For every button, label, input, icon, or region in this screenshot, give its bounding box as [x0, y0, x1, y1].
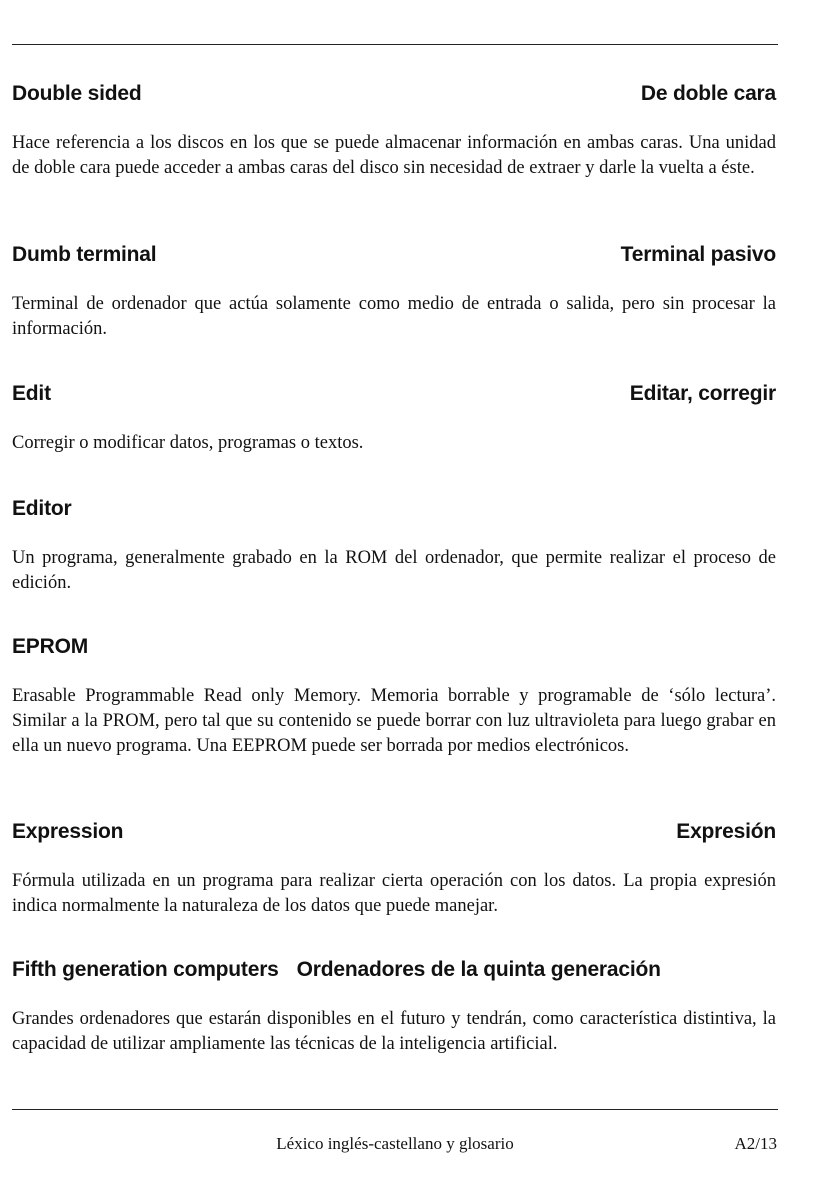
- entry-heading: [12, 381, 776, 407]
- entry-eprom: [12, 634, 776, 759]
- entry-expression: [12, 819, 776, 919]
- entry-fifth-generation-computers: [12, 957, 776, 1057]
- entry-dumb-terminal: [12, 242, 776, 342]
- term-spanish: Terminal pasivo: [620, 243, 776, 266]
- entry-definition: Hace referencia a los discos en los que se puede almacenar información en ambas caras. Una unidad de doble cara puede acceder a ambas caras del disco sin necesidad de extraer y darle la vuelta a éste.: [12, 133, 776, 178]
- entry-heading: [12, 819, 776, 845]
- footer-title: Léxico inglés-castellano y glosario: [276, 1134, 514, 1153]
- term-spanish: De doble cara: [640, 82, 776, 105]
- term-english: EPROM: [12, 635, 89, 658]
- page-number: A2/13: [734, 1134, 777, 1153]
- entry-definition: Un programa, generalmente grabado en la ROM del ordenador, que permite realizar el proceso de edición.: [12, 548, 776, 593]
- entry-definition: Grandes ordenadores que estarán disponibles en el futuro y tendrán, como característica distintiva, la capacidad de utilizar ampliamente las técnicas de la inteligencia artificial.: [12, 1009, 776, 1054]
- entry-definition: Corregir o modificar datos, programas o textos.: [12, 433, 364, 453]
- entry-heading: [12, 634, 776, 660]
- entry-heading: [12, 496, 776, 522]
- top-rule: [12, 44, 778, 45]
- entry-definition: Terminal de ordenador que actúa solamente como medio de entrada o salida, pero sin procesar la información.: [12, 294, 776, 339]
- entry-heading: [12, 242, 776, 268]
- entry-editor: [12, 496, 776, 596]
- bottom-rule: [12, 1109, 778, 1110]
- term-english: Editor: [12, 497, 72, 520]
- term-english: Edit: [12, 382, 51, 405]
- entry-edit: [12, 381, 776, 456]
- term-english: Dumb terminal: [12, 243, 157, 266]
- entry-heading: [12, 957, 776, 983]
- term-english: Expression: [12, 820, 124, 843]
- entry-definition: Erasable Programmable Read only Memory. Memoria borrable y programable de ‘sólo lectura’. Similar a la PROM, pero tal que su contenido se puede borrar con luz ultravioleta para luego grabar en ella un nuevo programa. Una EEPROM puede ser borrada por medios electrónicos.: [12, 686, 776, 756]
- term-spanish: Expresión: [676, 820, 776, 843]
- term-english: Double sided: [12, 82, 142, 105]
- entry-double-sided: [12, 81, 776, 181]
- entry-heading: [12, 81, 776, 107]
- term-spanish: Ordenadores de la quinta generación: [296, 958, 661, 981]
- term-spanish: Editar, corregir: [629, 382, 776, 405]
- term-english: Fifth generation computers: [12, 958, 279, 981]
- entry-definition: Fórmula utilizada en un programa para realizar cierta operación con los datos. La propia expresión indica normalmente la naturaleza de los datos que puede manejar.: [12, 871, 776, 916]
